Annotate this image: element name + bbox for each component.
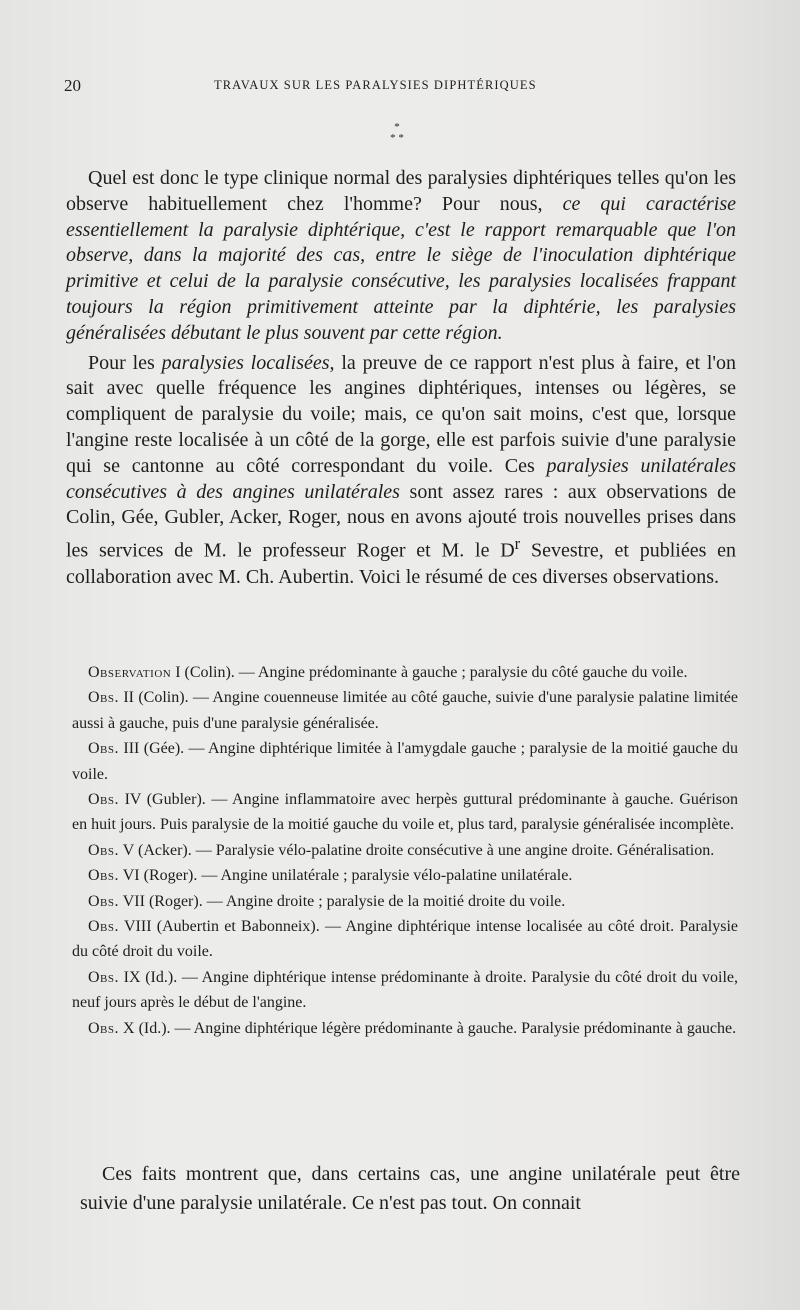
paragraph-2-italic-a: paralysies localisées <box>161 351 330 374</box>
observations-list <box>72 660 738 1041</box>
observation-item <box>72 889 738 914</box>
paragraph-2-text-d: Sevestre, et publiées en collaboration avec M. Ch. Aubertin. Voici le résumé de ces diverses observations. <box>66 539 737 588</box>
observation-text: III (Gée). — Angine diphtérique limitée à l'amygdale gauche ; paralysie de la moitié gauche du voile. <box>72 740 738 783</box>
observation-label: Obs. <box>88 892 120 910</box>
observation-label: Obs. <box>88 740 120 758</box>
observation-item <box>72 736 738 787</box>
observation-item <box>72 685 738 736</box>
paragraph-2-italic-b: paralysies unilatérales consécutives à des angines unilatérales <box>66 454 736 503</box>
observation-label: Obs. <box>88 867 120 885</box>
paragraph-2-text-a: Pour les <box>88 351 162 374</box>
observation-text: IV (Gubler). — Angine inflammatoire avec herpès guttural prédominante à gauche. Guérison en huit jours. Puis paralysie de la moitié gauche du voile et, plus tard, paralysie généralisée incomplète. <box>72 791 738 834</box>
observation-label: Obs. <box>88 791 120 809</box>
paragraph-1-text: Quel est donc le type clinique normal des paralysies diphtériques telles qu'on les observe habituellement chez l'homme? Pour nous, <box>66 167 736 215</box>
observation-label: Obs. <box>88 1019 120 1037</box>
observation-text: IX (Id.). — Angine diphtérique intense prédominante à droite. Paralysie du côté droit du voile, neuf jours après le début de l'angine. <box>72 968 738 1012</box>
closing-paragraph: Ces faits montrent que, dans certains cas, une angine unilatérale peut être suivie d'une paralysie unilatérale. Ce n'est pas tout. On connait <box>80 1163 740 1214</box>
observation-item <box>72 787 738 838</box>
observation-text: II (Colin). — Angine couenneuse limitée au côté gauche, suivie d'une paralysie palatine limitée aussi à gauche, puis d'une paralysie généralisée. <box>72 689 738 732</box>
paragraph-2-text-c: sont assez rares : aux observations de Colin, Gée, Gubler, Acker, Roger, nous en avons ajouté trois nouvelles prises dans les services de M. le professeur Roger et M. le D <box>66 480 736 562</box>
observation-item <box>72 1016 738 1041</box>
asterism-bottom: * * <box>390 132 404 144</box>
doctor-superscript: r <box>514 534 521 554</box>
running-title: TRAVAUX SUR LES PARALYSIES DIPHTÉRIQUES <box>214 78 537 92</box>
observation-item <box>72 965 738 1016</box>
page-header <box>64 76 740 100</box>
observation-label: Observation <box>88 664 172 681</box>
observation-text: VIII (Aubertin et Babonneix). — Angine diphtérique intense localisée au côté droit. Paralysie du côté droit du voile. <box>72 918 738 961</box>
page-number: 20 <box>64 76 81 95</box>
observation-text: VII (Roger). — Angine droite ; paralysie de la moitié droite du voile. <box>119 892 566 910</box>
observation-label: Obs. <box>88 968 120 986</box>
observation-text: V (Acker). — Paralysie vélo-palatine droite consécutive à une angine droite. Généralisation. <box>119 841 715 859</box>
observation-item <box>72 863 738 888</box>
observation-text: VI (Roger). — Angine unilatérale ; paralysie vélo-palatine unilatérale. <box>119 867 573 885</box>
observation-item <box>72 914 738 965</box>
asterism-top: * <box>394 121 400 133</box>
observation-label: Obs. <box>88 918 120 936</box>
observation-text: I (Colin). — Angine prédominante à gauche ; paralysie du côté gauche du voile. <box>171 664 688 681</box>
observation-text: X (Id.). — Angine diphtérique légère prédominante à gauche. Paralysie prédominante à gauche. <box>119 1019 737 1037</box>
paragraph-type-clinique <box>66 166 736 347</box>
asterism-divider <box>372 122 422 152</box>
paragraph-paralysies-localisees <box>66 351 736 591</box>
observation-item <box>72 838 738 863</box>
observation-item <box>72 660 738 685</box>
observation-label: Obs. <box>88 841 120 859</box>
paragraph-1-italic-thesis: ce qui caractérise essentiellement la paralysie diphtérique, c'est le rapport remarquable que l'on observe, dans la majorité des cas, entre le siège de l'inoculation diphtérique primitive et celui de la paralysie consécutive, les paralysies localisées frappant toujours la région primitivement atteinte par la diphtérie, les paralysies généralisées débutant le plus souvent par cette région. <box>66 192 736 344</box>
paragraph-2-text-b: , la preuve de ce rapport n'est plus à faire, et l'on sait avec quelle fréquence les angines diphtériques, intenses ou légères, se compliquent de paralysie du voile; mais, ce qu'on sait moins, c'est que, lorsque l'angine reste localisée à un côté de la gorge, elle est parfois suivie d'une paralysie qui se cantonne au côté correspondant du voile. Ces <box>66 351 737 477</box>
main-text <box>66 166 736 590</box>
observation-label: Obs. <box>88 689 120 707</box>
